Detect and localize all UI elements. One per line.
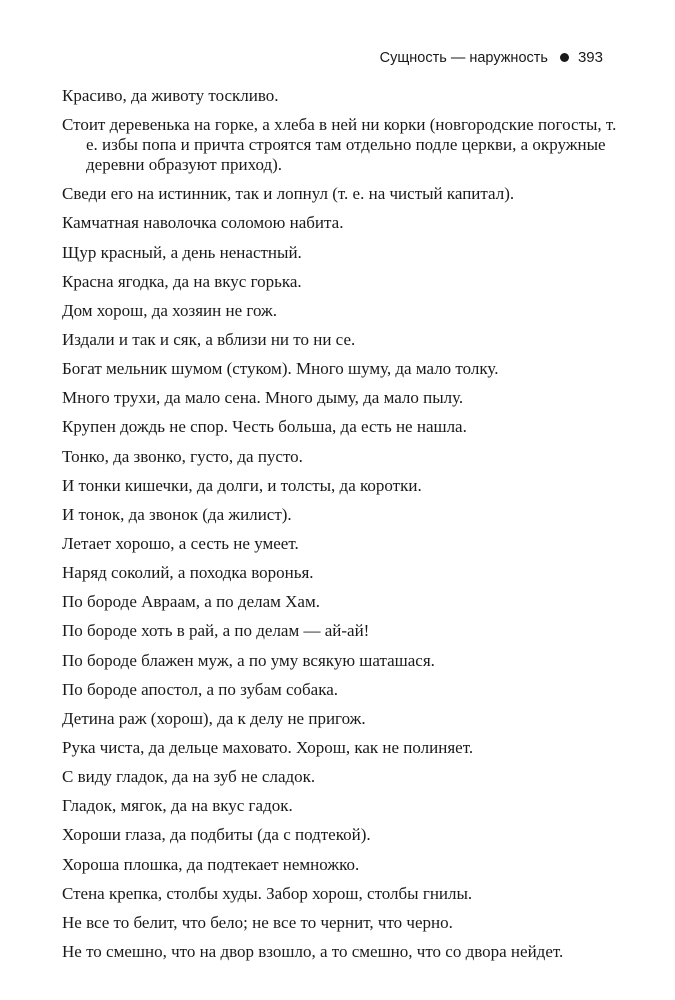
proverb: Рука чиста, да дельце маховато. Хорош, как не полиняет. (62, 737, 474, 757)
proverb: Много трухи, да мало сена. Много дыму, да мало пылу. (62, 388, 464, 408)
proverb: Красна ягодка, да на вкус горька. (62, 271, 302, 291)
proverb: Наряд соколий, а походка воронья. (62, 563, 314, 583)
bullet-dot-icon (560, 53, 569, 62)
proverb: И тонки кишечки, да долги, и толсты, да коротки. (62, 475, 422, 495)
proverb: Стена крепка, столбы худы. Забор хорош, столбы гнилы. (62, 883, 473, 903)
proverb: Камчатная наволочка соломою набита. (62, 213, 344, 233)
proverb: Крупен дождь не спор. Честь больша, да есть не нашла. (62, 417, 467, 437)
proverb: По бороде хоть в рай, а по делам — ай-ай! (62, 621, 370, 641)
proverb: Щур красный, а день ненастный. (62, 242, 302, 262)
section-title: Сущность — наружность (379, 49, 548, 66)
page-number: 393 (577, 49, 603, 66)
proverb: Сведи его на истинник, так и лопнул (т. е. на чистый капитал). (62, 184, 515, 204)
proverb: Детина раж (хорош), да к делу не пригож. (62, 708, 366, 728)
proverb: Хороши глаза, да подбиты (да с подтекой). (62, 825, 371, 845)
proverb: Красиво, да животу тоскливо. (62, 86, 279, 105)
proverb: Дом хорош, да хозяин не гож. (62, 300, 278, 320)
proverb: Не то смешно, что на двор взошло, а то смешно, что со двора нейдет. (62, 941, 564, 961)
proverb: Богат мельник шумом (стуком). Много шуму, да мало толку. (62, 359, 499, 379)
proverb: По бороде Авраам, а по делам Хам. (62, 592, 320, 612)
proverb: Гладок, мягок, да на вкус гадок. (62, 796, 293, 816)
proverb: Издали и так и сяк, а вблизи ни то ни се. (62, 329, 356, 349)
proverb: Хороша плошка, да подтекает немножко. (62, 854, 360, 874)
proverb: По бороде апостол, а по зубам собака. (62, 679, 339, 699)
proverb: Тонко, да звонко, густо, да пусто. (62, 446, 303, 466)
proverb: И тонок, да звонок (да жилист). (62, 504, 292, 524)
running-head (380, 49, 603, 66)
proverb: Стоит деревенька на горке, а хлеба в ней ни корки (новгородские погосты, т. е. избы попа и причта строятся там отдельно подле церкви, а окружные деревни образуют приход). (62, 115, 617, 175)
proverb: С виду гладок, да на зуб не сладок. (62, 767, 316, 787)
proverb-list (62, 86, 618, 962)
proverb: Летает хорошо, а сесть не умеет. (62, 533, 299, 553)
proverb: По бороде блажен муж, а по уму всякую шаташася. (62, 650, 435, 670)
proverb: Не все то белит, что бело; не все то чернит, что черно. (62, 912, 453, 932)
